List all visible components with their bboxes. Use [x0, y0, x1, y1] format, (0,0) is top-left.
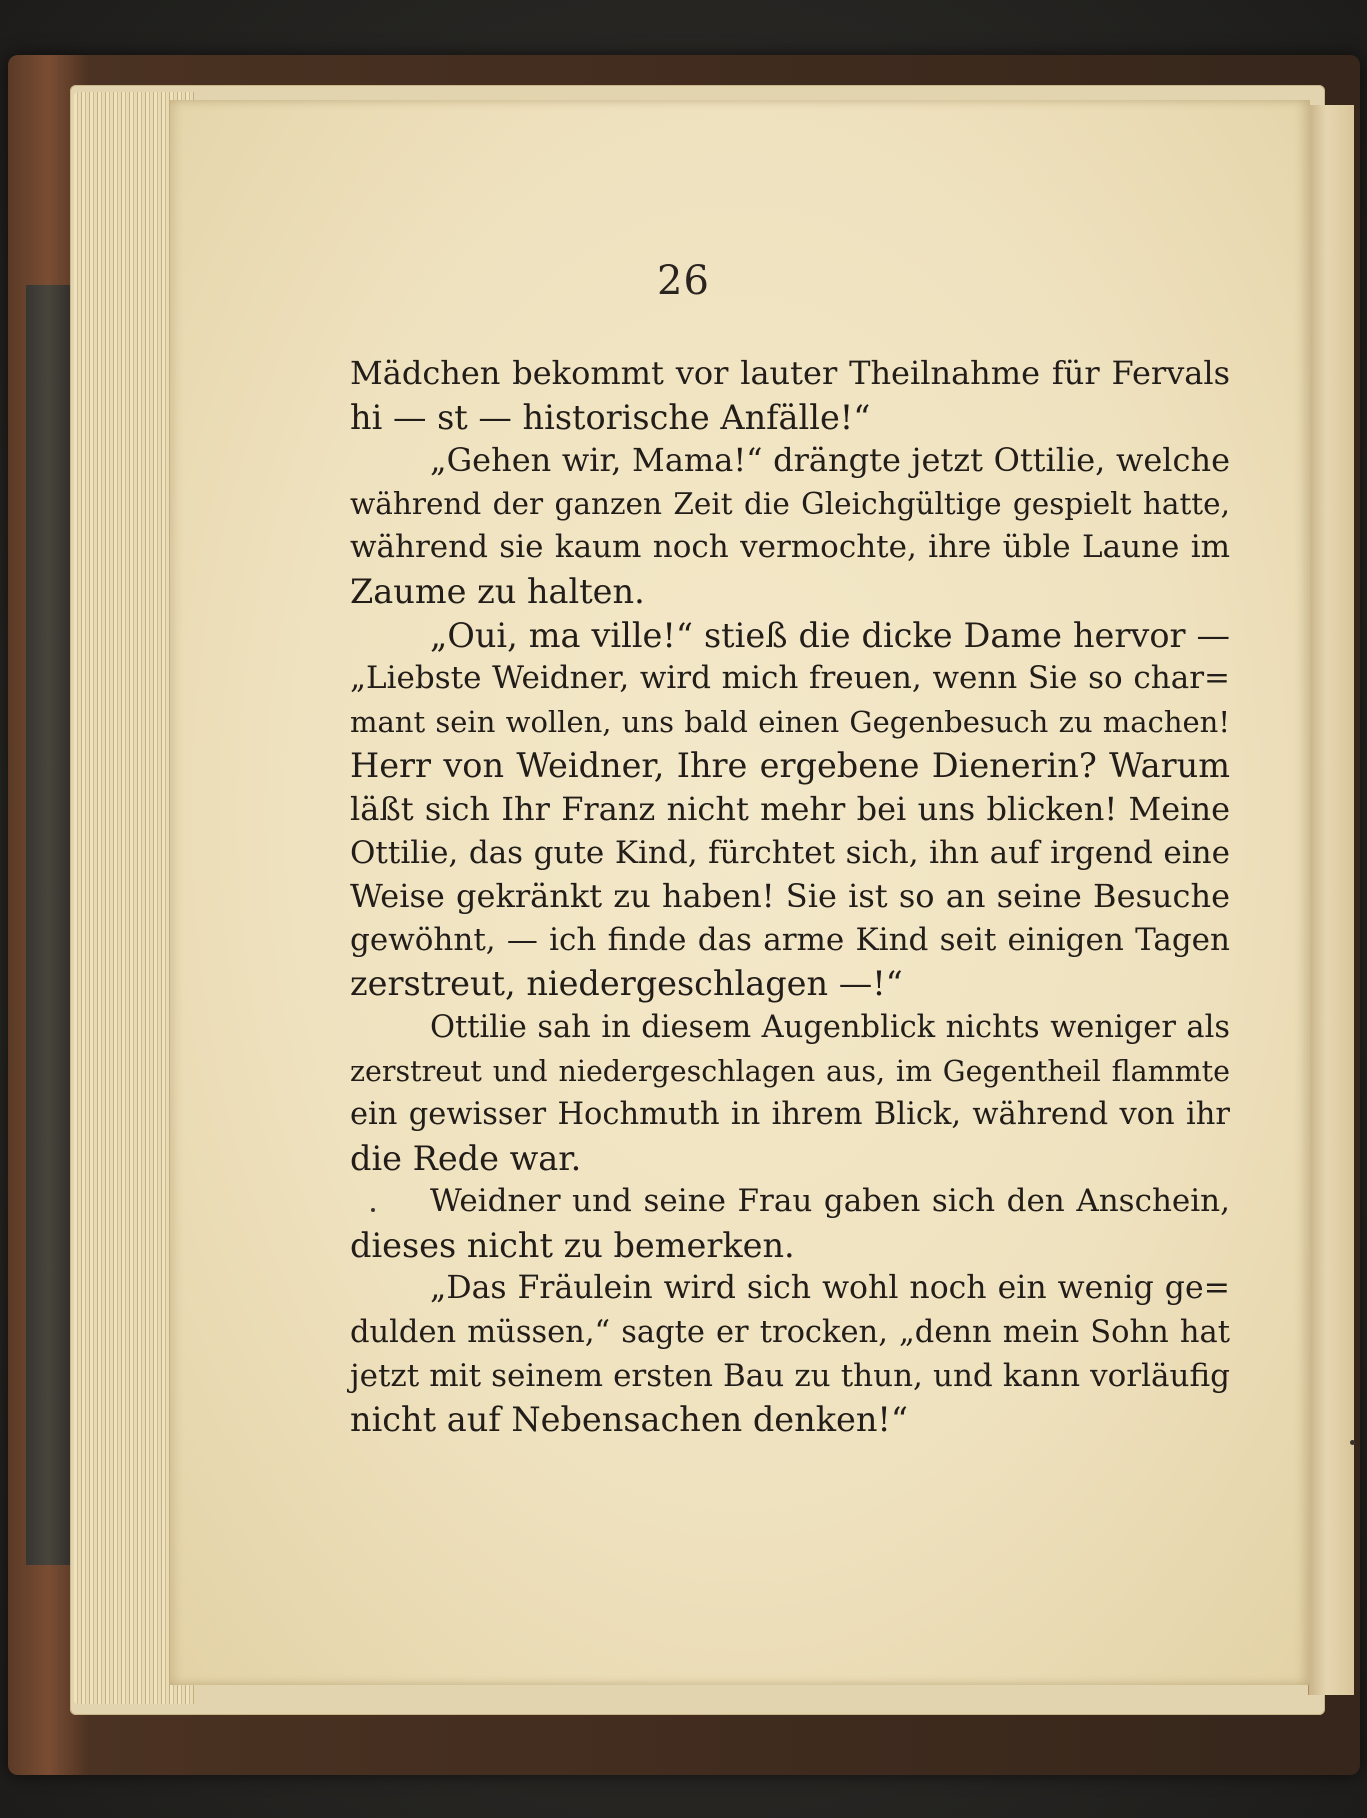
text-line: dieses nicht zu bemerken. [350, 1225, 795, 1265]
text-line: die Rede war. [350, 1138, 582, 1178]
text-line: dulden müssen,“ sagte er trocken, „denn mein Sohn hat [350, 1315, 1230, 1351]
text-line: ein gewisser Hochmuth in ihrem Blick, während von ihr [350, 1097, 1230, 1133]
text-line: jetzt mit seinem ersten Bau zu thun, und kann vorläufig [350, 1357, 1230, 1394]
text-line: „Gehen wir, Mama!“ drängte jetzt Ottilie, welche [430, 441, 1230, 480]
text-line: Zaume zu halten. [350, 571, 645, 611]
text-line: zerstreut und niedergeschlagen aus, im Gegentheil flammte [350, 1054, 1230, 1088]
text-line: nicht auf Nebensachen denken!“ [350, 1400, 909, 1440]
text-line: „Liebste Weidner, wird mich freuen, wenn Sie so char= [350, 660, 1230, 697]
text-line: Ottilie sah in diesem Augenblick nichts weniger als [430, 1009, 1230, 1045]
text-line: Weise gekränkt zu haben! Sie ist so an seine Besuche [350, 877, 1230, 916]
text-line: Weidner und seine Frau gaben sich den Anschein, [430, 1183, 1230, 1220]
text-line: Herr von Weidner, Ihre ergebene Dienerin? Warum [350, 746, 1230, 786]
text-line: während sie kaum noch vermochte, ihre üble Laune im [350, 529, 1230, 566]
text-line: Ottilie, das gute Kind, fürchtet sich, ihn auf irgend eine [350, 834, 1230, 871]
ink-speck [371, 1208, 375, 1212]
text-line: Mädchen bekommt vor lauter Theilnahme für Fervals [350, 354, 1230, 392]
text-line: läßt sich Ihr Franz nicht mehr bei uns blicken! Meine [350, 789, 1230, 828]
text-line: gewöhnt, — ich finde das arme Kind seit einigen Tagen [350, 921, 1230, 958]
text-line: hi — st — historische Anfälle!“ [350, 397, 871, 437]
text-line: „Das Fräulein wird sich wohl noch ein wenig ge= [430, 1270, 1230, 1307]
ink-speck [1350, 1440, 1355, 1445]
facing-page-edge [1308, 105, 1354, 1695]
text-line: mant sein wollen, uns bald einen Gegenbesuch zu machen! [350, 704, 1230, 739]
text-line: zerstreut, niedergeschlagen —!“ [350, 964, 903, 1004]
text-line: „Oui, ma ville!“ stieß die dicke Dame hervor — [430, 615, 1230, 655]
cover-band [26, 285, 71, 1565]
page-number: 26 [657, 258, 710, 304]
text-line: während der ganzen Zeit die Gleichgültige gespielt hatte, [350, 486, 1230, 521]
page-text [350, 352, 1230, 1442]
